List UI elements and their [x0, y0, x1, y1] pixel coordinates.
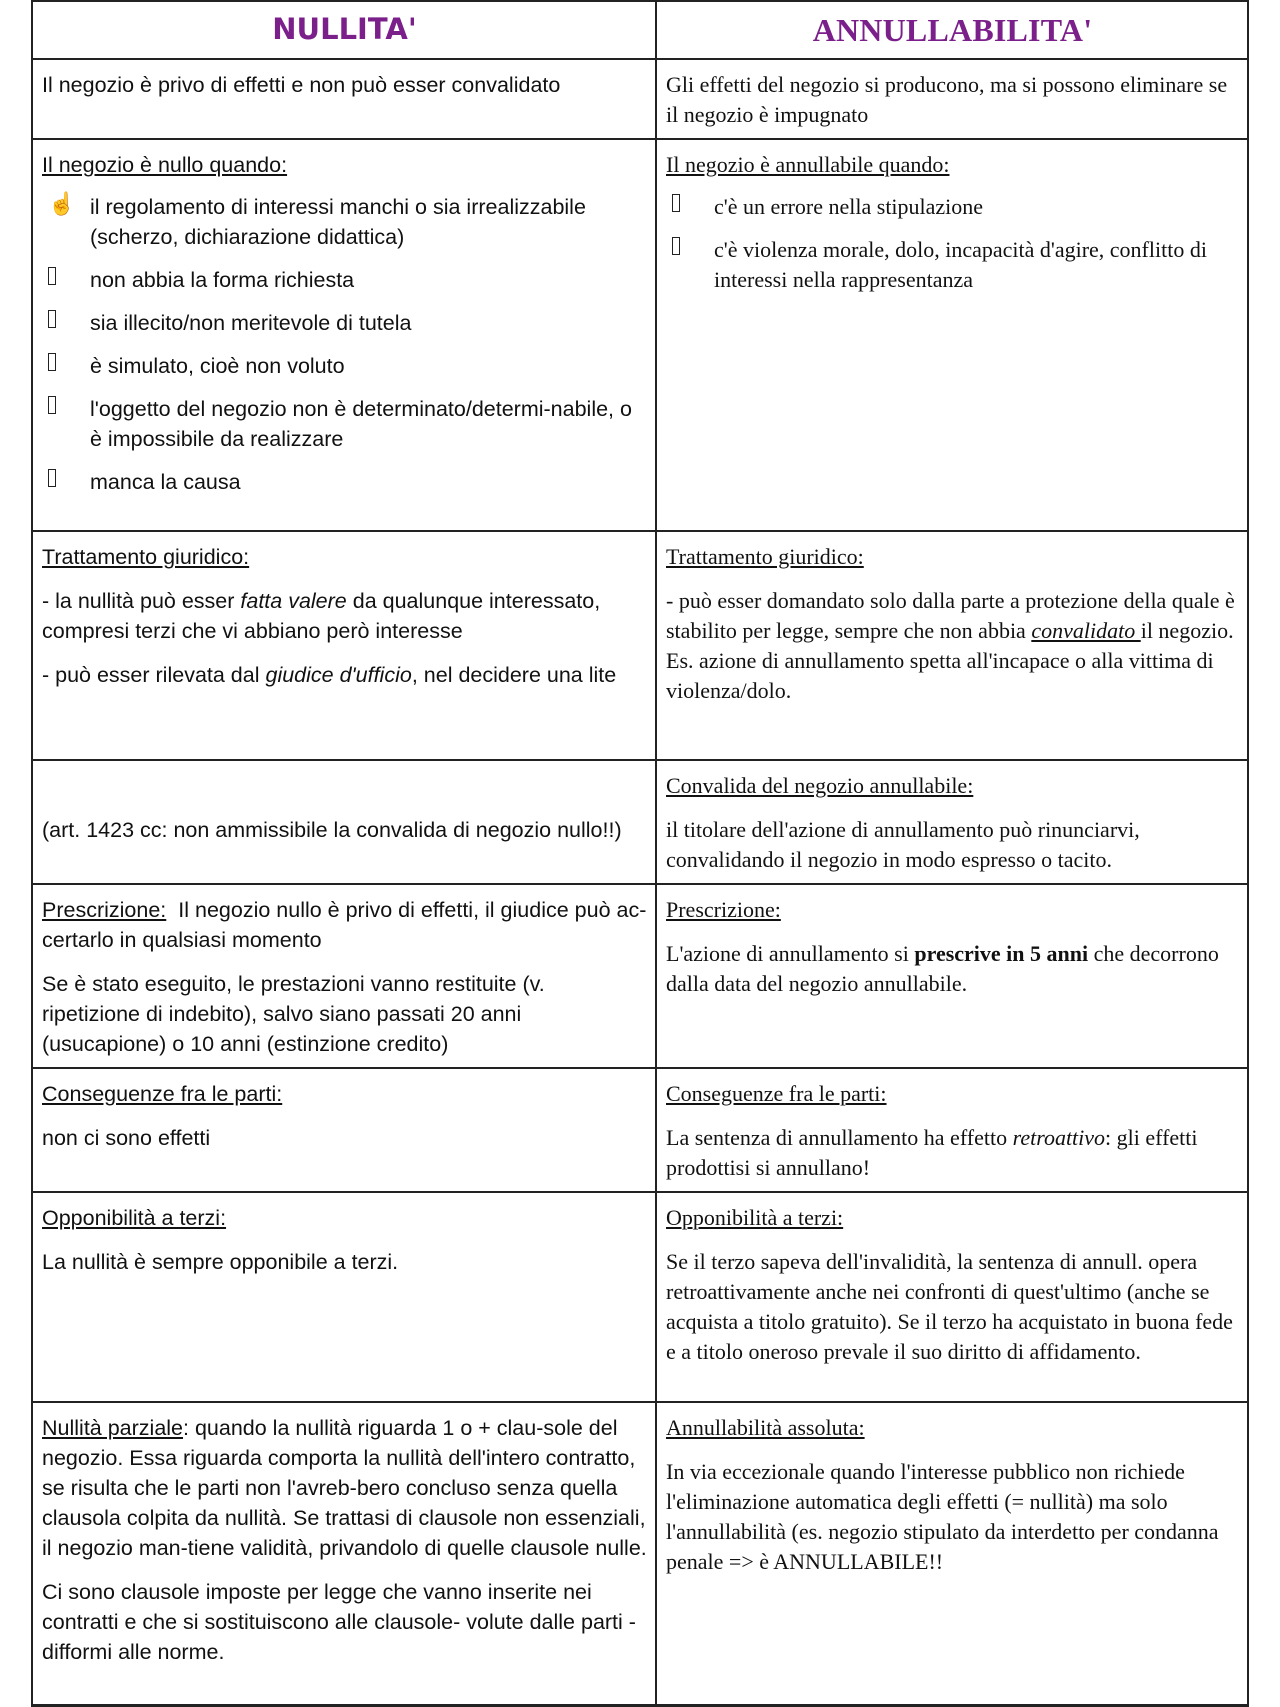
nullita-when: [32, 139, 656, 531]
box-bullet-icon: [48, 353, 56, 375]
list-item-text: l'oggetto del negozio non è determinato/determi-nabile, o è impossibile da realizzare: [90, 397, 632, 451]
row-convalida: [32, 760, 1248, 884]
annullabilita-assoluta-title: Annullabilità assoluta:: [666, 1415, 865, 1440]
nullita-parziale-title: Nullità parziale: [42, 1416, 184, 1440]
row-treatment: [32, 531, 1248, 760]
nullita-prescrizione: [32, 884, 656, 1068]
annullabilita-convalida-title: Convalida del negozio annullabile:: [666, 773, 974, 798]
box-bullet-icon: [48, 310, 56, 332]
annullabilita-opponibilita: [656, 1192, 1248, 1402]
nullita-opponibilita: [32, 1192, 656, 1402]
box-bullet-icon: [48, 267, 56, 289]
list-item-text: manca la causa: [90, 470, 241, 494]
nullita-conseguenze-title: Conseguenze fra le parti:: [42, 1082, 283, 1106]
list-item: [42, 394, 647, 454]
list-item: [42, 265, 647, 295]
annullabilita-prescrizione: [656, 884, 1248, 1068]
annullabilita-when: [656, 139, 1248, 531]
list-item: [42, 467, 647, 497]
nullita-treatment-p1: - la nullità può esser fatta valere da qualunque interessato, compresi terzi che vi abbiano però interesse: [42, 589, 601, 643]
row-parziale: [32, 1402, 1248, 1706]
row-effects: [32, 59, 1248, 139]
annullabilita-prescrizione-title: Prescrizione:: [666, 897, 781, 922]
nullita-conseguenze-text: non ci sono effetti: [42, 1126, 211, 1150]
annullabilita-treatment-title: Trattamento giuridico:: [666, 544, 864, 569]
row-when: [32, 139, 1248, 531]
nullita-convalida-text: (art. 1423 cc: non ammissibile la convalida di negozio nullo!!): [42, 818, 622, 842]
annullabilita-opponibilita-text: Se il terzo sapeva dell'invalidità, la sentenza di annull. opera retroattivamente anche nei confronti di quest'ultimo (anche se acquista a titolo gratuito). Se il terzo ha acquistato in buona fede e a titolo oneroso prevale il suo diritto di affidamento.: [666, 1249, 1233, 1364]
annullabilita-opponibilita-title: Opponibilità a terzi:: [666, 1205, 844, 1230]
annullabilita-when-list: [666, 192, 1239, 295]
pointing-hand-icon: ☝: [48, 191, 76, 216]
annullabilita-treatment: [656, 531, 1248, 760]
nullita-prescrizione-p2: Se è stato eseguito, le prestazioni vanno restituite (v. ripetizione di indebito), salvo siano passati 20 anni (usucapione) o 10 anni (estinzione credito): [42, 972, 545, 1056]
nullita-treatment-p2: - può esser rilevata dal giudice d'ufficio, nel decidere una lite: [42, 663, 617, 687]
nullita-opponibilita-title: Opponibilità a terzi:: [42, 1206, 227, 1230]
row-prescrizione: [32, 884, 1248, 1068]
list-item: [42, 192, 647, 252]
nullita-parziale-p2: Ci sono clausole imposte per legge che vanno inserite nei contratti e che si sostituiscono alle clausole- volute dalle parti - difformi alle norme.: [42, 1580, 636, 1664]
header-nullita: NULLITA': [32, 1, 656, 59]
list-item-text: non abbia la forma richiesta: [90, 268, 355, 292]
row-conseguenze: [32, 1068, 1248, 1192]
annullabilita-assoluta: [656, 1402, 1248, 1706]
annullabilita-when-title: Il negozio è annullabile quando:: [666, 152, 950, 177]
list-item-text: c'è un errore nella stipulazione: [714, 194, 984, 219]
header-annullabilita: ANNULLABILITA': [656, 1, 1248, 59]
annullabilita-effects: [656, 59, 1248, 139]
annullabilita-convalida: [656, 760, 1248, 884]
annullabilita-effects-text: Gli effetti del negozio si producono, ma si possono eliminare se il negozio è impugnato: [666, 72, 1228, 127]
nullita-effects-text: Il negozio è privo di effetti e non può esser convalidato: [42, 73, 561, 97]
nullita-convalida: [32, 760, 656, 884]
list-item: [666, 235, 1239, 295]
nullita-when-title: Il negozio è nullo quando:: [42, 153, 288, 177]
list-item: [42, 351, 647, 381]
nullita-conseguenze: [32, 1068, 656, 1192]
box-bullet-icon: [48, 469, 56, 491]
list-item-text: il regolamento di interessi manchi o sia irrealizzabile (scherzo, dichiarazione didattica): [90, 195, 586, 249]
annullabilita-conseguenze-title: Conseguenze fra le parti:: [666, 1081, 887, 1106]
list-item-text: è simulato, cioè non voluto: [90, 354, 345, 378]
nullita-when-list: [42, 192, 647, 497]
nullita-treatment-title: Trattamento giuridico:: [42, 545, 250, 569]
nullita-opponibilita-text: La nullità è sempre opponibile a terzi.: [42, 1250, 399, 1274]
list-item: [42, 308, 647, 338]
header-row: [32, 1, 1248, 59]
annullabilita-prescrizione-text: L'azione di annullamento si prescrive in 5 anni che decorrono dalla data del negozio annullabile.: [666, 941, 1219, 996]
list-item: [666, 192, 1239, 222]
nullita-effects: [32, 59, 656, 139]
annullabilita-conseguenze-text: La sentenza di annullamento ha effetto retroattivo: gli effetti prodottisi si annullano!: [666, 1125, 1198, 1180]
box-bullet-icon: [48, 396, 56, 418]
row-opponibilita: [32, 1192, 1248, 1402]
nullita-treatment: [32, 531, 656, 760]
annullabilita-assoluta-text: In via eccezionale quando l'interesse pubblico non richiede l'eliminazione automatica degli effetti (= nullità) ma solo l'annullabilità (es. negozio stipulato da interdetto per condanna penale => è ANNULLABILE!!: [666, 1459, 1219, 1574]
list-item-text: sia illecito/non meritevole di tutela: [90, 311, 412, 335]
annullabilita-treatment-text: - può esser domandato solo dalla parte a protezione della quale è stabilito per legge, sempre che non abbia convalidato il negozio. Es. azione di annullamento spetta all'incapace o alla vittima di violenza/dolo.: [666, 588, 1235, 703]
list-item-text: c'è violenza morale, dolo, incapacità d'agire, conflitto di interessi nella rappresentanza: [714, 237, 1207, 292]
annullabilita-convalida-text: il titolare dell'azione di annullamento può rinunciarvi, convalidando il negozio in modo espresso o tacito.: [666, 817, 1140, 872]
annullabilita-conseguenze: [656, 1068, 1248, 1192]
comparison-table: [31, 0, 1249, 1707]
nullita-parziale: [32, 1402, 656, 1706]
box-bullet-icon: [672, 237, 680, 259]
nullita-prescrizione-title: Prescrizione:: [42, 898, 167, 922]
box-bullet-icon: [672, 194, 680, 216]
nullita-parziale-p1: Nullità parziale: quando la nullità riguarda 1 o + clau-sole del negozio. Essa riguarda comporta la nullità dell'intero contratto, se risulta che le parti non l'avreb-bero concluso senza quella clausola colpita da nullità. Se trattasi di clausole non essenziali, il negozio man-tiene validità, privandolo di quelle clausole nulle.: [42, 1416, 647, 1560]
nullita-prescrizione-p1: Prescrizione: Il negozio nullo è privo di effetti, il giudice può ac-certarlo in qualsiasi momento: [42, 898, 647, 952]
